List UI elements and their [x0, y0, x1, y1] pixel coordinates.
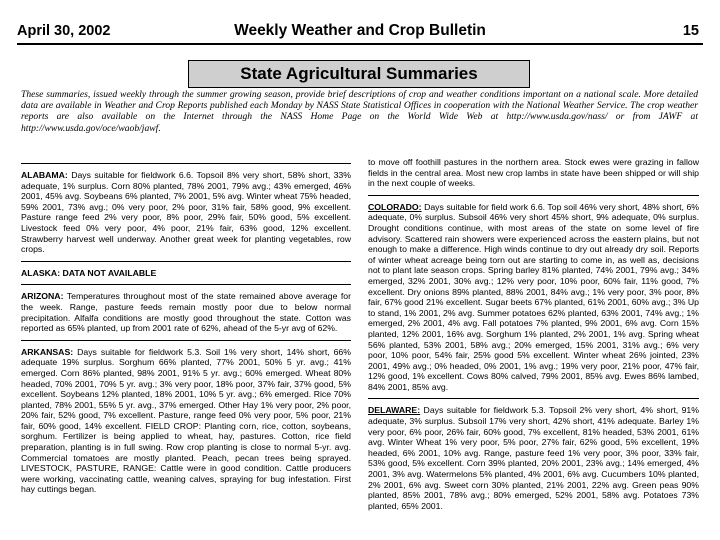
header-rule: [17, 43, 703, 45]
state-text: Temperatures throughout most of the state remained above average for the week. Range, pasture feeds remain mostly poor due to below normal precipitation. Alfalfa conditions are mostly good throughout the state. Cotton was reported as 65% planted, up from 2001 rate of 62%, ahead of the 5-yr avg of 62%.: [21, 291, 351, 334]
state-summary-delaware: [368, 405, 699, 511]
right-column: [368, 157, 699, 511]
state-name: DELAWARE:: [368, 405, 421, 416]
state-name: COLORADO:: [368, 201, 422, 212]
state-summary-arizona: [21, 291, 351, 333]
state-summary-continued: [368, 157, 699, 189]
intro-paragraph: These summaries, issued weekly through the summer growing season, provide brief descriptions of crop and weather conditions important on a national scale. More detailed data are available in Weather and Crop Reports published each Monday by NASS State Statistical Offices in cooperation with the National Weather Service. The crop weather reports are also available on the Internet through the NASS Home Page on the World Wide Web at http://www.usda.gov/nass/ or from JAWF at http://www.usda.gov/oce/waob/jawf.: [21, 89, 698, 134]
state-text: Days suitable for fieldwork 6.6. Topsoil 8% very short, 58% short, 33% adequate, 1% surplus. Corn 80% planted, 78% 2001, 79% avg.; 43% emerged, 46% 2001, 45% avg. Soybeans 6% planted, 7% 2001, 5% avg. Winter wheat 75% headed, 59% 2001, 73% avg.; 0% very poor, 2% poor, 31% fair, 58% good, 9% excellent. Pasture range feed 2% very poor, 8% poor, 29% fair, 50% good, 5% excellent. Livestock feed 0% very poor, 4% poor, 21% fair, 63% good, 12% excellent. Strawberry harvest well underway. Another great week for planting vegetables, row crops.: [21, 170, 351, 255]
section-rule: [368, 398, 699, 399]
section-rule: [368, 195, 699, 196]
header-date: April 30, 2002: [17, 23, 111, 39]
state-name: ALABAMA:: [21, 170, 68, 180]
section-rule: [21, 340, 351, 341]
column-rule: [21, 163, 351, 164]
state-name: ALASKA: DATA NOT AVAILABLE: [21, 267, 157, 278]
section-rule: [21, 261, 351, 262]
state-text: to move off foothill pastures in the northern area. Stock ewes were grazing in fallow fields in the central area. Most new crop lambs in state have been shipped or will ship in the next couple of weeks.: [368, 157, 699, 189]
state-text: Days suitable for fieldwork 5.3. Soil 1% very short, 14% short, 66% adequate 19% surplus. Sorghum 66% planted, 77% 2001, 50% 5 yr. avg.; 41% emerged. Corn 86% planted, 98% 2001, 91% 5 yr. avg.; 60% emerged. Wheat 80% headed, 70% 2001, 70% 5 yr. avg.; 3% very poor, 18% poor, 37% fair, 37% good, 5% excellent. Soybeans 12% planted, 18% 2001, 10% 5 yr. avg.; 6% emerged. Rice 70% planted, 78% 2001, 55% 5 yr. avg., 37% emerged. Other Hay 1% very poor, 2% poor, 20% fair, 52% good, 7% excellent. Pasture, range feed 0% very poor, 5% poor, 21% fair, 60% good, 14% excellent. FIELD CROP: Planting corn, rice, cotton, soybeans, sorghum. Fertilizer is being applied to wheat, hay, pastures. Cotton, rice field preparation, planting is in full swing. Row crop planting is close to normal 5-yr. avg. Commercial tomatoes are mostly planted. Peach, pecan trees being sprayed. LIVESTOCK, PASTURE, RANGE: Cattle were in good condition. Cattle producers were working, vaccinating cattle, weaning calves, spraying for bug infestation. First hay cuttings began.: [21, 346, 351, 495]
state-summary-arkansas: [21, 347, 351, 495]
state-name: ARIZONA:: [21, 291, 64, 302]
section-rule: [21, 284, 351, 285]
publication-title: Weekly Weather and Crop Bulletin: [234, 22, 486, 39]
left-column: [21, 157, 351, 495]
page-header: [17, 20, 703, 42]
state-name: ARKANSAS:: [21, 346, 74, 357]
state-text: Days suitable for fieldwork 5.3. Topsoil 2% very short, 4% short, 91% adequate, 3% surplus. Subsoil 17% very short, 42% short, 41% adequate. Barley 1% very poor, 6% poor, 26% fair, 60% good, 7% excellent, 81% headed, 53% 2001, 61% avg. Winter Wheat 1% very poor, 5% poor, 27% fair, 62% good, 5% excellent, 19% headed, 6% 2001, 10% avg. Range, pasture feed 1% very poor, 3% poor, 33% fair, 53% good, 5% excellent. Corn 39% planted, 20% 2001, 23% avg.; 14% emerged, 4% 2001, 3% avg. Watermelons 5% planted, 4% 2001, 6% avg. Cucumbers 10% planted, 2% 2001, 6% avg. Sweet corn 30% planted, 21% 2001, 22% avg. Green peas 90% planted, 85% 2001, 78% avg.; 80% emerged, 52% 2001, 58% avg. Potatoes 73% planted, 65% 2001.: [368, 405, 699, 511]
page-number: 15: [682, 23, 699, 39]
state-summary-colorado: [368, 202, 699, 393]
section-banner: State Agricultural Summaries: [188, 60, 530, 88]
state-summary-alabama: [21, 170, 351, 255]
state-text: Days suitable for field work 6.6. Top soil 46% very short, 48% short, 6% adequate, 0% surplus. Subsoil 46% very short 45% short, 9% adequate, 0% surplus. Drought conditions continue, with most areas of the state on some level of fire advisory. Scattered rain showers were experienced across the eastern plains, but not enough to make a difference. High winds continue to dry out already dry soil. Reports of winter wheat acreage being torn out are starting to come in, as well as, decisions not to plant late season crops. Spring barley 81% planted, 74% 2001, 79% avg.; 34% emerged, 32% 2001, 30% avg.; 12% very poor, 10% poor, 60% fair, 11% good, 7% excellent. Dry onions 89% planted, 88% 2001, 84% avg.; 1% very poor, 3% poor, 8% fair, 67% good 21% excellent. Sugar beets 67% planted, 61% 2001, 60% avg.; 3% Up to stand, 1% 2001, 2% avg. Summer potatoes 62% planted, 63% 2001, 74% avg.; 1% emerged, 2% 2001, 4% avg. Fall potatoes 7% planted, 9% 2001, 6% avg. Corn 15% planted, 12% 2001, 16% avg. Sorghum 1% planted, 2% 2001, 1% avg. Spring wheat 56% planted, 53% 2001, 58% avg.; 20% emerged, 15% 2001, 31% avg.; 6% very poor, 10% poor, 54% fair, 25% good 5% excellent. Winter wheat 26% jointed, 23% 2001, 49% avg.; 0% headed, 0% 2001, 1% avg.; 19% very poor, 21% poor, 47% fair, 12% good, 1% excellent. Cows 80% calved, 79% 2001, 85% avg. Ewes 86% lambed, 84% 2001, 85% avg.: [368, 201, 699, 392]
state-summary-alaska: [21, 268, 351, 279]
